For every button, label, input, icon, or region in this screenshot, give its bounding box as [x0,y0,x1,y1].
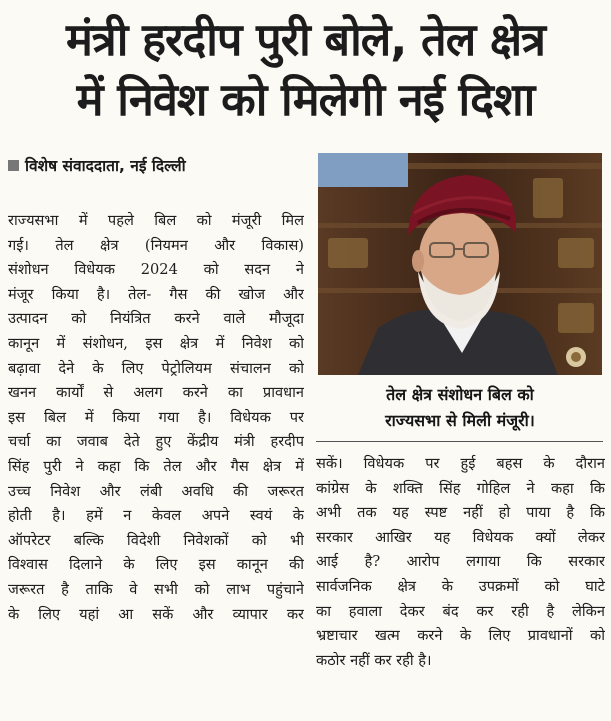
article-line: जरूरत है ताकि वे सभी को लाभ पहुंचाने [8,580,304,598]
article-line: मंजूर किया है। तेल- गैस की खोज और [8,285,304,303]
article-line: इस बिल में किया गया है। विधेयक पर [8,408,304,426]
article-line: संशोधन विधेयक 2024 को सदन ने [8,261,304,279]
article-line: गई। तेल क्षेत्र (नियमन और विकास) [8,236,304,254]
article-line: कठोर नहीं कर रही है। [316,651,432,669]
article-line: अभी तक यह स्पष्ट नहीं हो पाया है कि [316,504,605,522]
article-photo [318,153,602,375]
article-line: भ्रष्टाचार खत्म करने के लिए प्रावधानों को [316,627,605,645]
photo-caption [318,382,602,434]
article-line: ऑपरेटर बल्कि विदेशी निवेशकों को भी [8,531,304,549]
article-column-left [8,209,304,627]
photo-caption-line-2: राज्यसभा से मिली मंजूरी। [385,411,535,430]
byline-square-icon [8,160,19,171]
article-line: सरकार आखिर यह विधेयक क्यों लेकर [316,528,605,546]
article-line: सार्वजनिक क्षेत्र के उपक्रमों को घाटे [316,577,605,595]
caption-divider [316,441,603,442]
article-line: राज्यसभा में पहले बिल को मंजूरी मिल [8,212,304,229]
headline-line-1: मंत्री हरदीप पुरी बोले, तेल क्षेत्र [66,13,545,66]
article-line: उत्पादन को नियंत्रित करने वाले मौजूदा [8,310,304,328]
headline [0,10,611,130]
article-line: कानून में संशोधन, इस क्षेत्र में निवेश को [8,334,304,352]
article-line: खनन कार्यों से अलग करने का प्रावधान [8,384,304,402]
article-line: सिंह पुरी ने कहा कि तेल और गैस क्षेत्र में [8,457,304,475]
byline-text: विशेष संवाददाता, नई दिल्ली [25,157,186,175]
article-line: का हवाला देकर बंद कर रही है लेकिन [316,602,605,620]
article-column-right [316,452,605,673]
article-line: आई है? आरोप लगाया कि सरकार [316,553,605,571]
article-line: सकें। विधेयक पर हुई बहस के दौरान [316,455,605,472]
headline-line-2: में निवेश को मिलेगी नई दिशा [76,73,535,126]
article-line: चर्चा का जवाब देते हुए केंद्रीय मंत्री हरदीप [8,433,304,451]
article-line: के लिए यहां आ सकें और व्यापार कर [8,605,304,623]
minister-photo-illustration [318,153,602,375]
article-line: कांग्रेस के शक्ति सिंह गोहिल ने कहा कि [316,479,605,497]
byline [8,154,186,176]
article-line: उच्च निवेश और लंबी अवधि की जरूरत [8,482,304,500]
article-line: होती है। हमें न केवल अपने स्वयं के [8,507,304,525]
article-line: बढ़ावा देने के लिए पेट्रोलियम संचालन को [8,359,304,377]
photo-caption-line-1: तेल क्षेत्र संशोधन बिल को [386,385,534,404]
article-line: विश्वास दिलाने के लिए इस कानून की [8,556,304,574]
